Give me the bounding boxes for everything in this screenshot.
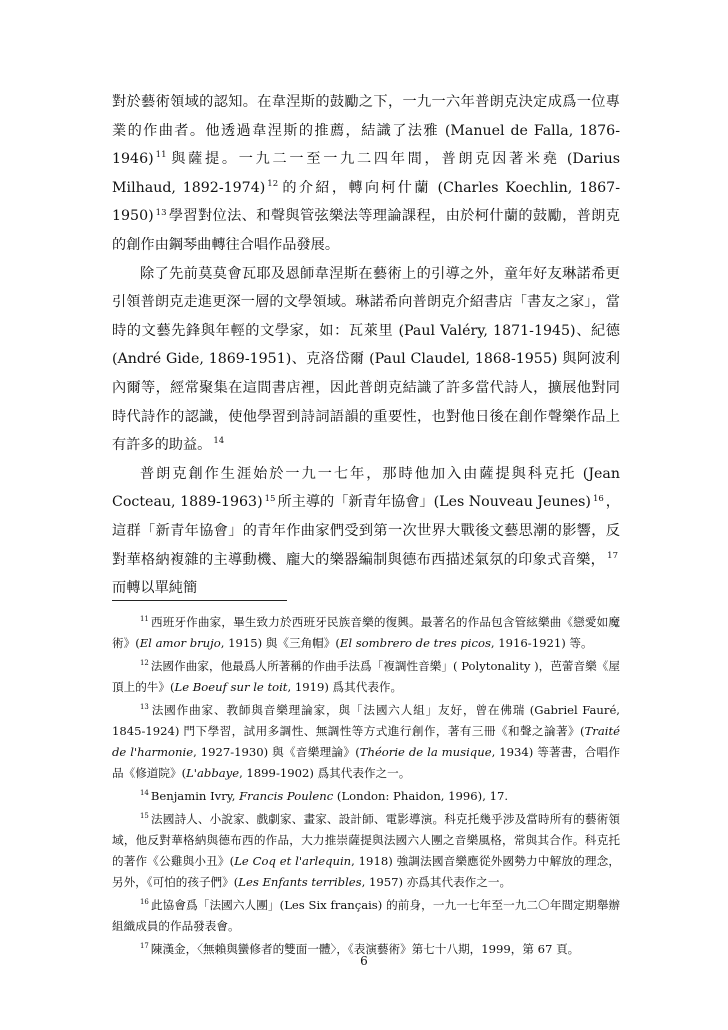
footnote [112, 895, 620, 937]
footnote-text: , 1957) 亦爲其代表作之一。 [361, 875, 512, 889]
paragraph-text: ，這群「新青年協會」的青年作曲家們受到第一次世界大戰後文藝思潮的影響，反對華格納複雜的主導動機、龐大的樂器編制與德布西描述氣氛的印象式音樂， [112, 494, 620, 568]
paragraph-text: 而轉以單純簡 [112, 580, 198, 597]
page-number: 6 [360, 954, 368, 968]
footnote-text: , 1899-1902) 爲其代表作之一。 [239, 766, 411, 780]
footnote-ref: 16 [140, 898, 149, 907]
footnote-ref: 15 [140, 812, 149, 821]
footnote [112, 809, 620, 893]
footnote-italic-title: Le Boeuf sur le toit [174, 680, 288, 694]
footnote-ref: 13 [140, 703, 149, 712]
footnote-ref: 12 [267, 179, 279, 190]
footnote [112, 656, 620, 698]
footnote-text: 法國作曲家，他最爲人所著稱的作曲手法爲「複調性音樂」( Polytonality )，芭蕾音樂《屋頂上的牛》( [112, 659, 620, 694]
footnote [112, 700, 620, 784]
footnote-italic-title: Traité de l'harmonie [112, 724, 620, 759]
footnote-text: 此協會爲「法國六人團」(Les Six français) 的前身，一九一七年至一九二〇年間定期舉辦組織成員的作品發表會。 [112, 898, 620, 933]
footnote-text: , 1915) 與《三角帽》( [220, 636, 340, 650]
paragraph [112, 88, 620, 260]
footnote-text: 法國作曲家、教師與音樂理論家，與「法國六人組」友好，曾在佛瑞 (Gabriel Fauré, 1845-1924) 門下學習，試用多調性、無調性等方式進行創作，著有三冊《和聲之論著》( [112, 703, 620, 738]
footnote-text: 西班牙作曲家，畢生致力於西班牙民族音樂的復興。最著名的作品包含管絃樂曲《戀愛如魔術》( [112, 615, 620, 650]
footnote-text: , 1918) 強調法國音樂應從外國勢力中解放的理念，另外，《可怕的孩子們》( [112, 854, 621, 889]
footnote-separator [112, 600, 287, 601]
footnote-text: 法國詩人、小說家、戲劇家、畫家、設計師、電影導演。科克托幾乎涉及當時所有的藝術領域，他反對華格納與德布西的作品，大力推崇薩提與法國六人團之音樂風格，常與其合作。科克托的著作《公雞與小丑》( [112, 812, 620, 868]
footnote-text: , 1919) 爲其代表作。 [287, 680, 403, 694]
footnote-ref: 13 [155, 207, 167, 218]
footnote-ref: 17 [140, 942, 149, 951]
footnote-text: , 1927-1930) 與《音樂理論》( [193, 745, 360, 759]
paragraph-text: 普朗克創作生涯始於一九一七年，那時他加入由薩提與科克托 (Jean Cocteau, 1889-1963) [112, 465, 620, 511]
paragraph-text: 與薩提。一九二一至一九二四年間，普朗克因著米堯 (Darius Milhaud, 1892-1974) [112, 151, 620, 196]
footnote-text: (London: Phaidon, 1996), 17. [333, 789, 509, 803]
footnote-text: 陳漢金，〈無賴與蠻修者的雙面一體〉，《表演藝術》第七十八期，1999，第 67 頁。 [150, 942, 580, 956]
footnote-ref: 14 [213, 436, 225, 447]
footnote-ref: 14 [140, 789, 149, 798]
paragraph [112, 260, 620, 460]
footnote-ref: 16 [592, 493, 604, 504]
footnote-italic-title: El sombrero de tres picos [339, 636, 491, 650]
footnote [112, 612, 620, 654]
footnote-ref: 11 [140, 615, 149, 624]
footnote-italic-title: El amor brujo [139, 636, 221, 650]
footnote-italic-title: Les Enfants terribles [238, 875, 362, 889]
footnote-ref: 11 [155, 150, 167, 161]
footnote-text: , 1916-1921) 等。 [490, 636, 593, 650]
footnote-italic-title: Le Coq et l'arlequin [234, 854, 352, 868]
body-text [112, 88, 620, 603]
footnote-ref: 15 [264, 493, 276, 504]
footnote-italic-title: Francis Poulenc [239, 789, 334, 803]
footnote [112, 786, 620, 807]
paragraph-text: 對於藝術領域的認知。在韋涅斯的鼓勵之下，一九一六年普朗克決定成爲一位專業的作曲者。他透過韋涅斯的推薦，結識了法雅 (Manuel de Falla, 1876-1946) [112, 94, 620, 168]
footnote-italic-title: L'abbaye [186, 766, 240, 780]
paragraph-text: 的介紹，轉向柯什蘭 (Charles Koechlin, 1867-1950) [112, 179, 621, 225]
paragraph-text: 所主導的「新青年協會」(Les Nouveau Jeunes) [277, 494, 591, 511]
paragraph-text: 除了先前莫莫會瓦耶及恩師韋涅斯在藝術上的引導之外，童年好友琳諾希更引領普朗克走進更深一層的文學領域。琳諾希向普朗克介紹書店「書友之家」，當時的文藝先鋒與年輕的文學家，如：瓦萊里 (Paul Valéry, 1871-1945)、紀德 (André Gide, 1869-1951)、克洛岱爾 (Paul Claudel, 1868-1955) 與阿波利內爾等，經常聚集在這間書店裡，因此普朗克結識了許多當代詩人，擴展他對同時代詩作的認識，使他學習到詩詞語韻的重要性，也對他日後在創作聲樂作品上有許多的助益。 [112, 265, 620, 454]
footnote-ref: 12 [140, 659, 149, 668]
footnotes [112, 612, 620, 962]
footnote-ref: 17 [607, 550, 618, 561]
footnote-text: Benjamin Ivry, [150, 789, 240, 803]
footnote-text: , 1934) 等著書，合唱作品《修道院》( [112, 745, 621, 780]
paragraph-text: 學習對位法、和聲與管弦樂法等理論課程，由於柯什蘭的鼓勵，普朗克的創作由鋼琴曲轉往合唱作品發展。 [112, 208, 620, 253]
paragraph [112, 460, 620, 603]
footnote-italic-title: Théorie de la musique [359, 745, 492, 759]
